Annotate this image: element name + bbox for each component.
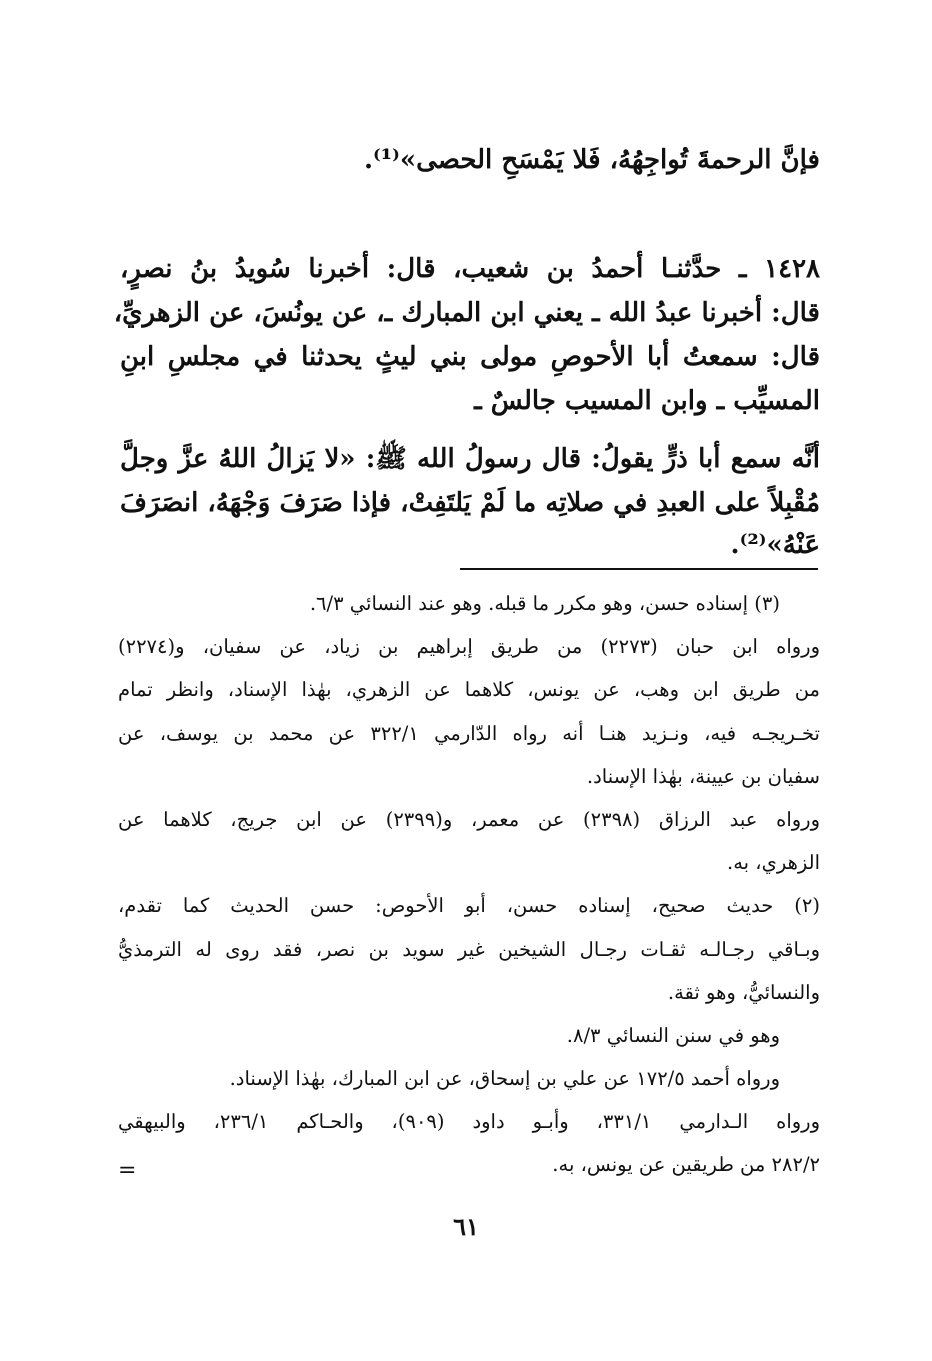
footnote-line: ورواه أحمد ١٧٢/٥ عن علي بن إسحاق، عن ابن المبارك، بهٰذا الإسناد.	[229, 1067, 780, 1091]
main-line: ١٤٢٨ ـ حدَّثنـا أحمدُ بن شعيب، قال: أخبرنا سُويدُ بنُ نصرٍ،	[120, 254, 820, 284]
main-line: قال: أخبرنا عبدُ الله ـ يعني ابن المبارك ـ، عن يونُسَ، عن الزهريِّ،	[113, 298, 820, 328]
footnote-line: وهو في سنن النسائي ٨/٣.	[566, 1023, 780, 1047]
footnote-line: والنسائيُّ، وهو ثقة.	[667, 980, 820, 1004]
main-line: أنَّه سمع أبا ذرٍّ يقولُ: قال رسولُ الله ﷺ: «لا يَزالُ اللهُ عزَّ وجلَّ	[120, 444, 820, 474]
footnote-line: ورواه عبد الرزاق (٢٣٩٨) عن معمر، و(٢٣٩٩) عن ابن جريج، كلاهما عن	[118, 807, 820, 831]
footnote-line: ورواه ابن حبان (٢٢٧٣) من طريق إبراهيم بن زياد، عن سفيان، و(٢٢٧٤)	[118, 635, 820, 659]
footnotes	[118, 582, 820, 1187]
main-line: فإنَّ الرحمةَ تُواجِهُهُ، فَلا يَمْسَحِ الحصى»⁽¹⁾.	[363, 145, 820, 175]
main-line: المسيِّب ـ وابن المسيب جالسٌ ـ	[474, 386, 820, 416]
continuation-mark: =	[118, 1158, 137, 1183]
footnote-line: (٢) حديث صحيح، إسناده حسن، أبو الأحوص: حسن الحديث كما تقدم،	[118, 894, 820, 918]
page-number: ٦١	[453, 1212, 479, 1241]
footnote-line: تخـريجـه فيه، ونـزيد هنـا أنه رواه الدّارمي ٣٢٢/١ عن محمد بن يوسف، عن	[118, 721, 820, 745]
footnote-line: ورواه الـدارمي ٣٣١/١، وأبـو داود (٩٠٩)، والحـاكم ٢٣٦/١، والبيهقي	[118, 1110, 821, 1134]
footnote-separator	[460, 568, 818, 570]
main-line: مُقْبِلاً على العبدِ في صلاتِه ما لَمْ يَلتَفِتْ، فإذا صَرَفَ وَجْهَهُ، انصَرَفَ	[120, 488, 820, 518]
footnote-line: الزهري، به.	[727, 851, 820, 875]
footnote-line: ٢٨٢/٢ من طريقين عن يونس، به.	[552, 1153, 820, 1177]
main-line: عَنْهُ»⁽²⁾.	[730, 530, 820, 560]
main-text	[113, 133, 820, 565]
footnote-line: من طريق ابن وهب، عن يونس، كلاهما عن الزهري، بهٰذا الإسناد، وانظر تمام	[118, 678, 820, 702]
footnote-line: وبـاقي رجـالـه ثقـات رجـال الشيخين غير سويد بن نصر، فقد روى له الترمذيُّ	[118, 937, 820, 961]
footnote-line: (٣) إسناده حسن، وهو مكرر ما قبله. وهو عند النسائي ٦/٣.	[309, 592, 780, 615]
footnote-line: سفيان بن عيينة، بهٰذا الإسناد.	[586, 764, 820, 788]
main-line: قال: سمعتُ أبا الأحوصِ مولى بني ليثٍ يحدثنا في مجلسِ ابنِ	[120, 342, 820, 372]
